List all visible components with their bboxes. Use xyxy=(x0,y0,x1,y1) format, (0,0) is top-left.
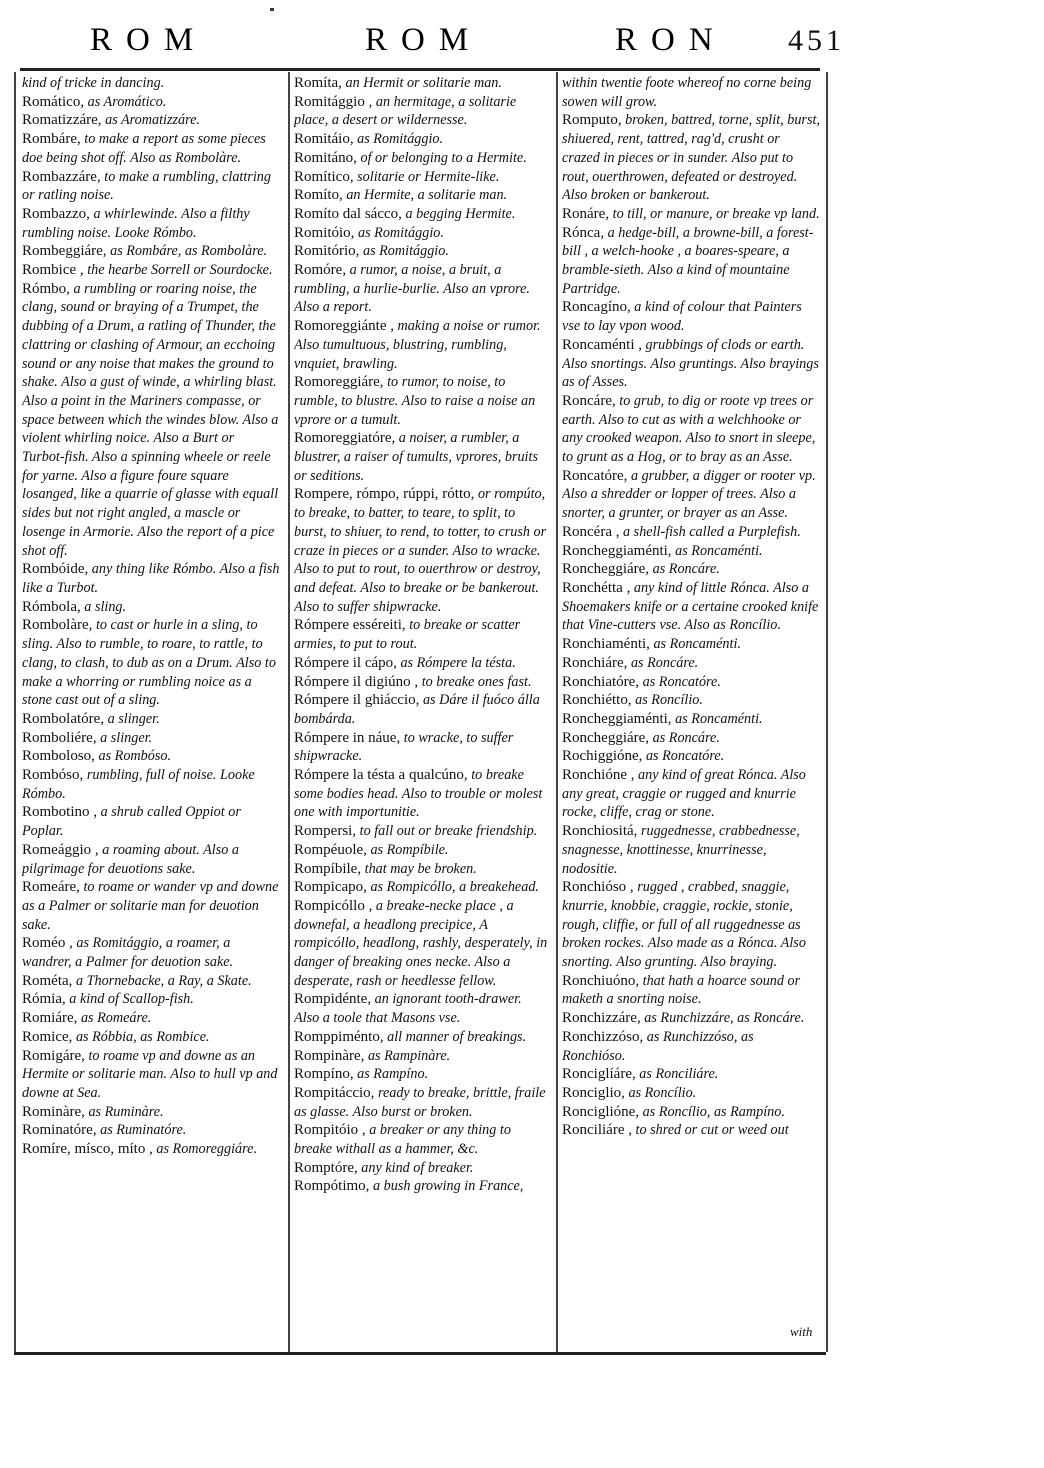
entry-headword: Romítico, xyxy=(294,168,354,185)
dictionary-entry xyxy=(294,429,550,485)
dictionary-entry xyxy=(22,560,280,597)
column-rule-right xyxy=(826,72,828,1352)
entry-definition: to cast or hurle in a sling, to sling. Also to rumble, to roare, to rattle, to clang, to clash, to dub as on a Drum. Also to make a whorring or rumbling noice as a stone cast out of a sling. xyxy=(22,617,276,709)
column-rule-2 xyxy=(556,72,558,1352)
dictionary-entry xyxy=(22,710,280,729)
header-rule xyxy=(20,68,820,71)
entry-headword: Rómpere in náue, xyxy=(294,729,401,746)
entry-headword: Rompersi, xyxy=(294,823,357,840)
entry-headword: Rómbo, xyxy=(22,280,70,297)
dictionary-entry xyxy=(22,168,280,205)
dictionary-entry xyxy=(562,1103,820,1122)
entry-headword: Rómpere il digiúno , xyxy=(294,673,419,690)
entry-definition: any thing like Rómbo. Also a fish like a Turbot. xyxy=(22,561,280,596)
entry-definition: a breake-necke place , a downefal, a headlong precipice, A rompicóllo, headlong, rashly, desperately, in danger of breaking ones necke. Also a desperate, rash or heedlesse fellow. xyxy=(294,897,548,989)
dictionary-entry xyxy=(562,729,820,748)
entry-definition: as Rompíbile. xyxy=(370,841,449,858)
entry-headword: Rombazzáre, xyxy=(22,168,101,185)
entry-definition: an hermitage, a solitarie place, a desert or wildernesse. xyxy=(294,93,517,129)
entry-definition: a breaker or any thing to breake withall as a hammer, &c. xyxy=(294,1122,511,1158)
dictionary-entry xyxy=(294,205,550,224)
entry-definition: a grubber, a digger or rooter vp. Also a shredder or lopper of trees. Also a snorter, a grunter, or brayer as an Asse. xyxy=(562,467,816,522)
entry-definition: an Hermit or solitarie man. xyxy=(345,75,502,91)
dictionary-entry xyxy=(294,485,550,616)
entry-definition: as Dáre il fuóco álla bombárda. xyxy=(294,692,540,727)
dictionary-entry xyxy=(294,242,550,261)
dictionary-entry xyxy=(22,934,280,971)
entry-definition: as Ruminatóre. xyxy=(100,1122,187,1139)
entry-headword: Romboloso, xyxy=(22,748,95,765)
entry-definition: to till, or manure, or breake vp land. xyxy=(612,205,820,222)
column-2 xyxy=(294,74,550,1349)
entry-headword: Romigáre, xyxy=(22,1047,85,1064)
entry-headword: Romoreggiatóre, xyxy=(294,430,396,447)
entry-definition: to breake or scatter armies, to put to rout. xyxy=(294,617,521,653)
dictionary-entry xyxy=(562,1065,820,1084)
dictionary-entry xyxy=(294,841,550,860)
dictionary-entry xyxy=(22,205,280,242)
entry-definition: to fall out or breake friendship. xyxy=(359,823,538,840)
entry-definition: as Romeáre. xyxy=(80,1010,152,1027)
entry-headword: Ronchióso , xyxy=(562,879,634,896)
dictionary-entry xyxy=(562,972,820,1009)
entry-headword: Romeáre, xyxy=(22,879,80,896)
dictionary-entry xyxy=(294,224,550,243)
entry-headword: Roncáre, xyxy=(562,392,616,409)
entry-definition: to rumor, to noise, to rumble, to blustre. Also to raise a noise an vprore or a tumult. xyxy=(294,374,536,428)
dictionary-entry xyxy=(562,1121,820,1140)
entry-definition: broken, battred, torne, split, burst, shiuered, rent, tattred, rag'd, crusht or crazed in pieces or in sunder. Also put to rout, ouerthrowen, defeated or destroyed. Also broken or bankerout. xyxy=(562,112,820,204)
entry-headword: Rónca, xyxy=(562,224,605,241)
entry-headword: Romitáno, xyxy=(294,149,357,166)
entry-headword: Romeággio , xyxy=(22,841,99,858)
entry-definition: to roame or wander vp and downe as a Palmer or solitarie man for deuotion sake. xyxy=(22,879,279,933)
dictionary-entry xyxy=(294,168,550,187)
entry-definition: rumbling, full of noise. Looke Rómbo. xyxy=(22,767,255,802)
dictionary-entry xyxy=(562,205,820,224)
entry-definition: a rumor, a noise, a bruit, a rumbling, a hurlie-burlie. Also an vprore. Also a report. xyxy=(294,262,530,316)
dictionary-entry xyxy=(294,878,550,897)
entry-definition: to shred or cut or weed out xyxy=(635,1122,789,1139)
entry-definition: any kind of breaker. xyxy=(361,1159,474,1176)
dictionary-entry xyxy=(562,336,820,392)
entry-headword: Rompicóllo , xyxy=(294,897,373,914)
entry-definition: as Rampíno. xyxy=(357,1066,429,1083)
dictionary-entry xyxy=(294,691,550,728)
entry-headword: Ronchizzáre, xyxy=(562,1010,641,1027)
entry-headword: Romíta, xyxy=(294,75,342,91)
entry-headword: Ronchióne , xyxy=(562,767,635,784)
entry-definition: ruggednesse, crabbednesse, snagnesse, knottinesse, knurrinesse, nodositie. xyxy=(562,823,800,877)
dictionary-entry xyxy=(294,990,550,1027)
entry-headword: Ronciliáre , xyxy=(562,1122,632,1139)
entry-headword: Ronciglio, xyxy=(562,1084,625,1101)
dictionary-entry xyxy=(562,747,820,766)
entry-definition: ready to breake, brittle, fraile as glasse. Also burst or broken. xyxy=(294,1084,546,1120)
entry-headword: Rombóso, xyxy=(22,767,84,784)
entry-definition: as Roncílio, as Rampíno. xyxy=(642,1103,785,1120)
entry-headword: Rompinàre, xyxy=(294,1047,365,1064)
dictionary-entry xyxy=(562,635,820,654)
dictionary-entry xyxy=(562,1009,820,1028)
entry-definition: as Aromatizzáre. xyxy=(105,112,200,129)
dictionary-entry xyxy=(22,242,280,261)
entry-headword: Rombáre, xyxy=(22,131,81,148)
dictionary-entry xyxy=(22,616,280,710)
entry-headword: Roméo , xyxy=(22,935,73,952)
entry-definition: as Ronciliáre. xyxy=(639,1066,719,1083)
entry-definition: a whirlewinde. Also a filthy rumbling noise. Looke Rómbo. xyxy=(22,205,250,241)
dictionary-entry xyxy=(562,822,820,878)
entry-headword: Romoreggiáre, xyxy=(294,374,384,391)
entry-headword: Rompótimo, xyxy=(294,1178,370,1195)
entry-headword: Romoreggiánte , xyxy=(294,318,394,335)
entry-headword: Ronciglióne, xyxy=(562,1103,640,1120)
entry-definition: as Rombóso. xyxy=(98,748,172,765)
entry-definition: a shell-fish called a Purplefish. xyxy=(623,523,801,540)
entry-definition: to grub, to dig or roote vp trees or earth. Also to cut as with a welchhooke or any crooked weapon. Also to snort in sleepe, to grunt as a Hog, or to bray as an Asse. xyxy=(562,392,816,466)
entry-headword: Romppiménto, xyxy=(294,1028,384,1045)
entry-definition: as Roncáre. xyxy=(652,729,720,746)
dictionary-entry xyxy=(294,1121,550,1158)
entry-headword: Rombolatóre, xyxy=(22,710,105,727)
entry-headword: Roncaménti , xyxy=(562,336,642,353)
entry-headword: Romiáre, xyxy=(22,1010,78,1027)
entry-definition: as Rómpere la tésta. xyxy=(400,654,516,671)
entry-headword: Rompéuole, xyxy=(294,841,367,858)
catchword: with xyxy=(790,1324,813,1339)
dictionary-entry xyxy=(294,822,550,841)
entry-definition: a noiser, a rumbler, a blustrer, a raiser of tumults, vprores, bruits or seditions. xyxy=(294,430,538,484)
entry-headword: Roncatóre, xyxy=(562,467,628,484)
entry-definition: any kind of little Rónca. Also a Shoemakers knife or a certaine crooked knife that Vine-cutters vse. Also as Roncílio. xyxy=(562,579,819,634)
entry-definition: as Aromático. xyxy=(87,93,167,110)
dictionary-entry xyxy=(562,691,820,710)
dictionary-entry xyxy=(562,560,820,579)
entry-definition: rugged , crabbed, snaggie, knurrie, knobbie, craggie, rockie, stonie, rough, cliffie, or full of all ruggednesse as broken rockes. Also made as a Rónca. Also snorting. Also grunting. Also braying. xyxy=(562,879,806,971)
entry-headword: Rómbola, xyxy=(22,598,81,615)
entry-definition: a slinger. xyxy=(100,729,153,746)
dictionary-entry xyxy=(294,317,550,373)
entry-headword: Ronchiáre, xyxy=(562,654,628,671)
column-rule-left xyxy=(14,72,16,1352)
entry-definition: as Rombáre, as Rombolàre. xyxy=(110,243,268,260)
entry-definition: solitarie or Hermite-like. xyxy=(357,168,500,185)
entry-headword: Ronchiaménti, xyxy=(562,636,650,653)
dictionary-entry xyxy=(294,1084,550,1121)
entry-headword: Romitáio, xyxy=(294,131,354,148)
entry-definition: as Roncáre. xyxy=(652,561,720,578)
dictionary-entry xyxy=(22,747,280,766)
entry-definition: all manner of breakings. xyxy=(387,1028,527,1045)
dictionary-entry xyxy=(562,766,820,822)
dictionary-entry xyxy=(22,1009,280,1028)
entry-headword: Rompicapo, xyxy=(294,879,367,896)
entry-definition: as Ruminàre. xyxy=(88,1103,164,1120)
entry-definition: to make a rumbling, clattring or ratling noise. xyxy=(22,168,271,204)
dictionary-entry xyxy=(294,860,550,879)
entry-headword: Romóre, xyxy=(294,262,347,279)
entry-headword: Rompidénte, xyxy=(294,991,372,1008)
dictionary-entry xyxy=(562,523,820,542)
entry-headword: Rombotino , xyxy=(22,804,98,821)
dictionary-entry xyxy=(22,1103,280,1122)
entry-definition: as Romitággio. xyxy=(357,131,444,148)
dictionary-entry xyxy=(22,111,280,130)
entry-headword: Rompíbile, xyxy=(294,860,362,877)
dictionary-entry xyxy=(562,1084,820,1103)
entry-definition: a kind of colour that Painters vse to lay vpon wood. xyxy=(562,299,802,335)
entry-definition: an ignorant tooth-drawer. Also a toole that Masons vse. xyxy=(294,991,522,1027)
dictionary-entry xyxy=(562,579,820,635)
dictionary-entry xyxy=(562,74,820,111)
dictionary-entry xyxy=(562,467,820,523)
entry-headword: Rombolàre, xyxy=(22,617,93,634)
dictionary-entry xyxy=(562,298,820,335)
entry-headword: Romice, xyxy=(22,1028,73,1045)
entry-headword: Romitággio , xyxy=(294,93,373,110)
entry-headword: Rochiggióne, xyxy=(562,748,643,765)
dictionary-entry xyxy=(562,878,820,972)
footer-rule xyxy=(14,1352,826,1355)
dictionary-entry xyxy=(294,1028,550,1047)
entry-definition: as Roncaménti. xyxy=(675,710,763,727)
entry-definition: as Romitággio. xyxy=(362,243,449,260)
entry-definition: making a noise or rumor. Also tumultuous, blustring, rumbling, vnquiet, brawling. xyxy=(294,318,541,372)
entry-definition: a kind of Scallop-fish. xyxy=(69,991,194,1008)
entry-definition: the hearbe Sorrell or Sourdocke. xyxy=(87,262,273,279)
entry-definition: as Rompicóllo, a breakehead. xyxy=(370,879,539,896)
entry-headword: Rómia, xyxy=(22,991,66,1008)
dictionary-entry xyxy=(294,1177,550,1196)
column-3 xyxy=(562,74,820,1349)
entry-headword: Romíto dal sácco, xyxy=(294,205,402,222)
dictionary-entry xyxy=(294,673,550,692)
dictionary-entry xyxy=(22,598,280,617)
dictionary-entry xyxy=(294,186,550,205)
entry-headword: Rométa, xyxy=(22,972,73,989)
dictionary-entry xyxy=(562,224,820,299)
entry-headword: Rómpere il ghiáccio, xyxy=(294,692,420,709)
dictionary-entry xyxy=(562,710,820,729)
entry-headword: Rómpere esséreiti, xyxy=(294,617,406,634)
entry-definition: any kind of great Rónca. Also any great, craggie or rugged and knurrie rocke, cliffe, crag or stone. xyxy=(562,767,806,821)
dictionary-entry xyxy=(22,1140,280,1159)
dictionary-entry xyxy=(294,1159,550,1178)
entry-definition: a roaming about. Also a pilgrimage for deuotions sake. xyxy=(22,841,239,877)
dictionary-entry xyxy=(22,280,280,561)
dictionary-entry xyxy=(22,766,280,803)
entry-definition: of or belonging to a Hermite. xyxy=(360,149,527,166)
entry-headword: Ronáre, xyxy=(562,205,610,222)
entry-definition: to breake some bodies head. Also to trouble or molest one with importunitie. xyxy=(294,767,543,821)
dictionary-entry xyxy=(294,766,550,822)
entry-headword: Romptóre, xyxy=(294,1159,358,1176)
entry-definition: a Thornebacke, a Ray, a Skate. xyxy=(75,972,252,989)
entry-definition: to breake ones fast. xyxy=(421,673,532,690)
entry-definition: as Roncaménti. xyxy=(653,636,741,653)
entry-definition: as Roncatóre. xyxy=(642,673,721,690)
entry-definition: to make a report as some pieces doe being shot off. Also as Rombolàre. xyxy=(22,131,266,166)
entry-definition: an Hermite, a solitarie man. xyxy=(346,187,508,204)
entry-definition: to roame vp and downe as an Hermite or solitarie man. Also to hull vp and downe at Sea. xyxy=(22,1047,278,1101)
dictionary-entry xyxy=(22,972,280,991)
dictionary-entry xyxy=(562,654,820,673)
entry-headword: Roncéra , xyxy=(562,523,620,540)
entry-definition: as Roncáre. xyxy=(630,654,699,671)
entry-headword: Ronchiositá, xyxy=(562,823,638,840)
dictionary-entry xyxy=(22,130,280,167)
entry-definition: as Romitággio. xyxy=(357,224,444,241)
entry-headword: Rompíno, xyxy=(294,1066,354,1083)
ink-speck xyxy=(270,8,274,11)
column-1 xyxy=(22,74,280,1349)
dictionary-entry xyxy=(294,729,550,766)
entry-headword: Rombice , xyxy=(22,262,84,279)
entry-headword: Roncagíno, xyxy=(562,299,631,316)
dictionary-entry xyxy=(22,1047,280,1103)
dictionary-entry xyxy=(562,673,820,692)
entry-headword: Rompitóio , xyxy=(294,1122,366,1139)
entry-definition: a shrub called Oppiot or Poplar. xyxy=(22,804,241,840)
dictionary-entry xyxy=(294,373,550,429)
column-rule-1 xyxy=(288,72,290,1352)
entry-headword: Rómpere la tésta a qualcúno, xyxy=(294,767,468,784)
header-left-word: ROM xyxy=(90,22,208,58)
dictionary-entry xyxy=(22,93,280,112)
dictionary-entry xyxy=(294,74,550,93)
entry-definition: as Roncílio. xyxy=(635,692,703,709)
entry-headword: Romboliére, xyxy=(22,729,97,746)
entry-headword: Ronciglíáre, xyxy=(562,1066,636,1083)
entry-definition: a hedge-bill, a browne-bill, a forest-bill , a welch-hooke , a boares-speare, a bramble-sieth. Also a kind of mountaine Partridge. xyxy=(562,224,814,297)
dictionary-entry xyxy=(562,542,820,561)
entry-definition: within twentie foote whereof no corne being sowen will grow. xyxy=(562,75,812,110)
dictionary-entry xyxy=(22,1028,280,1047)
entry-headword: Rompere, rómpo, rúppi, rótto, xyxy=(294,486,475,503)
entry-definition: that hath a hoarce sound or maketh a snorting noise. xyxy=(562,972,801,1008)
entry-headword: Romitório, xyxy=(294,243,360,260)
entry-definition: a sling. xyxy=(84,598,127,615)
entry-headword: Roncheggiaménti, xyxy=(562,710,672,727)
entry-definition: as Roncílio. xyxy=(628,1084,697,1101)
entry-headword: Rombazzo, xyxy=(22,205,90,222)
entry-headword: Ronchiuóno, xyxy=(562,972,640,989)
entry-definition: as Rampinàre. xyxy=(367,1047,451,1064)
entry-definition: a bush growing in France, xyxy=(372,1178,524,1195)
entry-definition: that may be broken. xyxy=(364,860,477,877)
dictionary-entry xyxy=(22,841,280,878)
dictionary-entry xyxy=(294,616,550,653)
dictionary-entry xyxy=(294,261,550,317)
entry-definition: grubbings of clods or earth. Also snortings. Also gruntings. Also brayings as of Asses. xyxy=(562,336,819,391)
dictionary-entry xyxy=(294,1065,550,1084)
dictionary-entry xyxy=(22,729,280,748)
dictionary-entry xyxy=(22,803,280,840)
entry-headword: Romitóio, xyxy=(294,224,355,241)
dictionary-entry xyxy=(294,93,550,130)
entry-headword: Rómpere il cápo, xyxy=(294,654,397,671)
entry-definition: kind of tricke in dancing. xyxy=(22,75,165,91)
entry-definition: as Roncatóre. xyxy=(645,748,725,765)
entry-definition: as Romoreggiáre. xyxy=(156,1141,257,1158)
entry-headword: Ronchiatóre, xyxy=(562,673,640,690)
entry-headword: Romatizzáre, xyxy=(22,112,102,129)
entry-definition: as Runchizzóso, as Ronchióso. xyxy=(562,1028,754,1064)
entry-definition: a slinger. xyxy=(107,710,160,727)
dictionary-entry xyxy=(22,74,280,93)
entry-definition: as Runchizzáre, as Roncáre. xyxy=(644,1010,805,1027)
entry-headword: Ronchizzóso, xyxy=(562,1028,644,1045)
page-number: 451 xyxy=(788,24,845,57)
entry-definition: to wracke, to suffer shipwracke. xyxy=(294,729,514,765)
dictionary-entry xyxy=(294,130,550,149)
running-header xyxy=(20,22,845,70)
entry-definition: or rompúto, to breake, to batter, to teare, to split, to burst, to shiuer, to rend, to totter, to crush or craze in pieces or a sunder. Also to wracke. Also to put to rout, to ouerthrow or destroy, and defeat. Also to breake or be bankerout. Also to suffer shipwracke. xyxy=(294,486,547,615)
dictionary-entry xyxy=(562,392,820,467)
entry-headword: Rominàre, xyxy=(22,1103,85,1120)
entry-headword: Rompitáccio, xyxy=(294,1084,375,1101)
dictionary-entry xyxy=(294,897,550,991)
dictionary-entry xyxy=(22,990,280,1009)
entry-headword: Roncheggiáre, xyxy=(562,729,650,746)
entry-definition: as Romitággio, a roamer, a wandrer, a Palmer for deuotion sake. xyxy=(22,935,234,971)
dictionary-entry xyxy=(294,654,550,673)
dictionary-entry xyxy=(22,261,280,280)
entry-definition: as Róbbia, as Rombice. xyxy=(75,1028,210,1045)
dictionary-entry xyxy=(294,149,550,168)
entry-definition: a begging Hermite. xyxy=(405,205,516,222)
entry-headword: Rominatóre, xyxy=(22,1122,97,1139)
entry-definition: as Roncaménti. xyxy=(675,542,763,559)
dictionary-entry xyxy=(562,111,820,205)
entry-definition: a rumbling or roaring noise, the clang, sound or braying of a Trumpet, the dubbing of a Drum, a ratling of Thunder, the clattring or clashing of Armour, an ecchoing sound or any noise that makes the ground to shake. Also a gust of winde, a whirling blast. Also a point in the Mariners compasse, or space between which the windes blow. Also a violent whirling noice. Also a Burt or Turbot-fish. Also a spinning wheele or reele for yarne. Also a figure foure square losanged, like a quarrie of glasse with equall sides but not right angled, a mascle or losenge in Armorie. Also the report of a pice shot off. xyxy=(22,280,279,559)
dictionary-entry xyxy=(22,878,280,934)
dictionary-entry xyxy=(22,1121,280,1140)
entry-headword: Romíto, xyxy=(294,187,343,204)
entry-headword: Romático, xyxy=(22,93,85,110)
dictionary-entry xyxy=(294,1047,550,1066)
entry-headword: Roncheggiáre, xyxy=(562,561,650,578)
entry-headword: Rombeggiáre, xyxy=(22,243,107,260)
entry-headword: Romíre, mísco, míto , xyxy=(22,1141,153,1158)
dictionary-entry xyxy=(562,1028,820,1065)
entry-headword: Romputo, xyxy=(562,112,622,129)
header-right-word: RON xyxy=(615,22,727,58)
entry-headword: Ronchiétto, xyxy=(562,692,632,709)
entry-headword: Roncheggiaménti, xyxy=(562,542,672,559)
header-center-word: ROM xyxy=(365,22,483,58)
entry-headword: Ronchétta , xyxy=(562,579,631,596)
entry-headword: Rombóide, xyxy=(22,561,89,578)
